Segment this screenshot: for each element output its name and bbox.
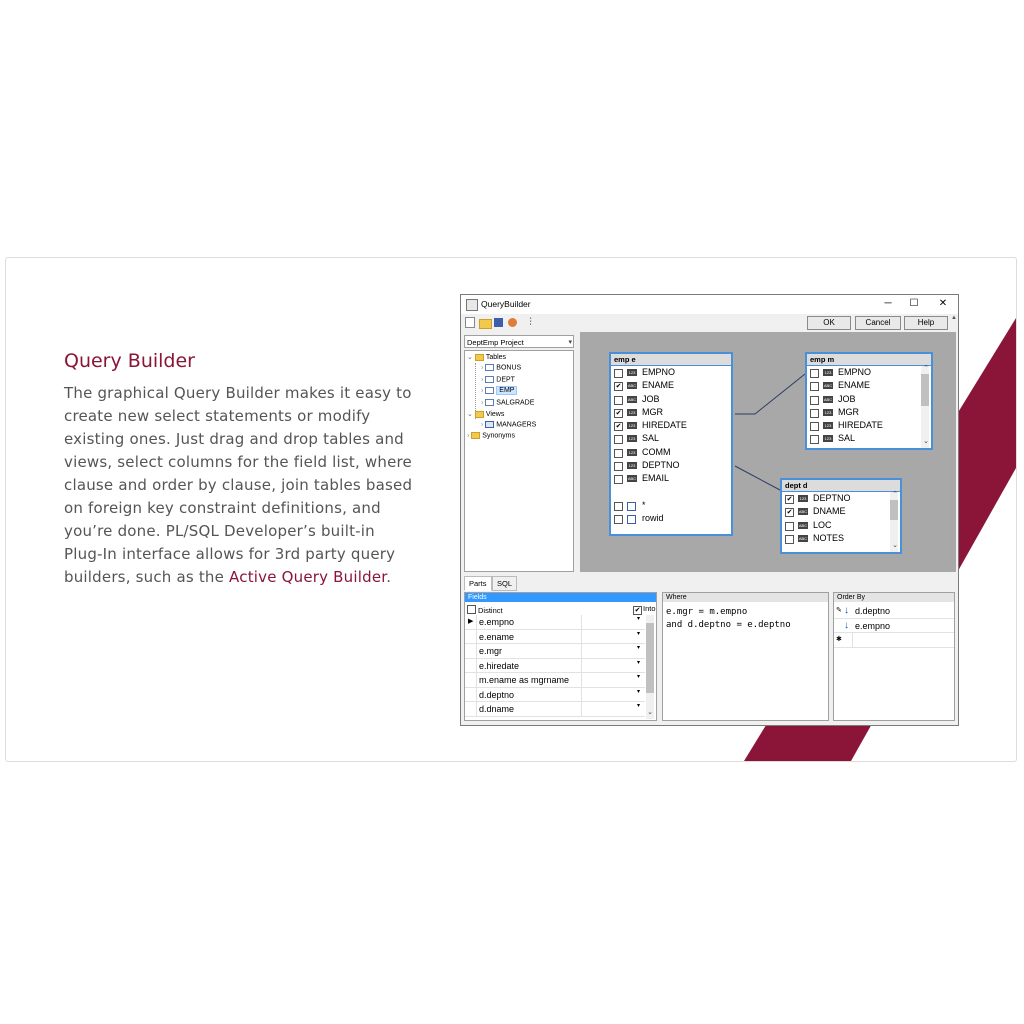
column-checkbox[interactable] xyxy=(614,502,623,511)
column-name: MGR xyxy=(838,406,859,417)
scroll-up-icon[interactable]: ⌃ xyxy=(892,491,898,498)
field-row[interactable] xyxy=(465,688,645,703)
type-icon: 123 xyxy=(799,496,807,501)
column-checkbox[interactable] xyxy=(810,369,819,378)
help-button[interactable]: Help xyxy=(904,316,948,330)
column-name: MGR xyxy=(642,406,663,417)
text-column xyxy=(64,350,414,589)
feature-card xyxy=(5,257,1017,762)
current-row-icon: ▶ xyxy=(468,618,474,625)
tree-item-emp-label: EMP xyxy=(496,386,517,395)
into-checkbox[interactable]: ✔ xyxy=(634,607,641,614)
new-icon[interactable] xyxy=(465,317,475,328)
join-line-deptno xyxy=(735,466,780,490)
column-name: EMAIL xyxy=(642,473,670,484)
column-name: ENAME xyxy=(838,380,871,391)
field-row[interactable] xyxy=(465,673,645,688)
type-icon: 123 xyxy=(824,409,832,415)
column-name: JOB xyxy=(642,393,660,404)
field-expression[interactable]: d.dname xyxy=(479,704,515,714)
column-name: DEPTNO xyxy=(813,493,851,503)
where-line[interactable]: and d.deptno = e.deptno xyxy=(666,620,791,630)
order-field[interactable]: e.empno xyxy=(855,620,891,631)
new-row-icon: ✱ xyxy=(836,636,842,643)
col-sep xyxy=(852,633,853,647)
pin-icon[interactable]: ▲ xyxy=(951,315,957,321)
column-row[interactable] xyxy=(782,532,900,545)
column-row[interactable] xyxy=(611,393,731,406)
column-row[interactable] xyxy=(611,446,731,459)
column-row[interactable] xyxy=(807,393,931,406)
type-icon: 123 xyxy=(628,436,636,442)
dropdown-icon[interactable]: ▾ xyxy=(637,674,641,680)
column-name: JOB xyxy=(838,393,856,404)
column-checkbox[interactable] xyxy=(614,449,623,458)
type-icon: 123 xyxy=(628,409,636,415)
page-title: Query Builder xyxy=(64,350,195,372)
dropdown-icon[interactable]: ▾ xyxy=(637,688,641,695)
column-checkbox[interactable] xyxy=(614,462,623,471)
type-icon: ABC xyxy=(627,396,637,402)
querybuilder-window xyxy=(460,294,959,726)
tree-item-tables[interactable] xyxy=(467,353,506,361)
order-by-panel xyxy=(833,592,955,721)
where-header: Where xyxy=(663,593,828,602)
minimize-button[interactable]: ─ xyxy=(884,298,892,309)
field-icon xyxy=(627,515,636,524)
table-icon xyxy=(485,376,494,383)
scroll-up-icon[interactable]: ⌃ xyxy=(923,365,929,372)
dropdown-icon[interactable]: ▾ xyxy=(637,703,641,709)
column-row[interactable] xyxy=(611,366,731,379)
scroll-down-icon[interactable]: ⌄ xyxy=(923,438,929,445)
project-select-value: DeptEmp Project xyxy=(467,338,524,347)
col-sep xyxy=(476,673,477,687)
spacer xyxy=(611,486,731,499)
collapse-icon: › xyxy=(481,364,486,372)
column-checkbox[interactable] xyxy=(614,369,623,378)
field-row[interactable] xyxy=(465,702,645,717)
column-checkbox[interactable]: ✔ xyxy=(786,496,793,503)
tree-item-dept[interactable] xyxy=(481,376,515,383)
active-query-builder-link[interactable]: Active Query Builder xyxy=(229,568,387,586)
folder-icon xyxy=(471,432,480,439)
type-icon: 123 xyxy=(628,449,636,455)
column-name: rowid xyxy=(642,512,664,523)
column-row[interactable] xyxy=(611,432,731,445)
edit-icon: ✎ xyxy=(836,607,842,614)
column-checkbox[interactable] xyxy=(810,409,819,418)
column-row[interactable] xyxy=(611,406,731,419)
table-icon xyxy=(485,387,494,394)
column-row[interactable] xyxy=(807,379,931,392)
sort-down-icon[interactable]: ↓ xyxy=(844,605,849,616)
color-icon[interactable] xyxy=(508,318,517,327)
column-row[interactable] xyxy=(611,419,731,432)
col-sep xyxy=(581,702,582,716)
column-row-all[interactable] xyxy=(611,499,731,512)
collapse-icon: › xyxy=(481,421,486,429)
tree-item-synonyms-label: Synonyms xyxy=(482,432,515,440)
where-line[interactable]: e.mgr = m.empno xyxy=(666,607,748,617)
type-icon: ABC xyxy=(798,522,808,528)
folder-icon xyxy=(475,411,484,418)
folder-icon xyxy=(475,354,484,361)
column-name: EMPNO xyxy=(838,367,872,377)
tree-item-dept-label: DEPT xyxy=(496,375,515,383)
field-expression[interactable]: d.deptno xyxy=(479,689,515,700)
column-name: NOTES xyxy=(813,532,845,543)
type-icon: ABC xyxy=(627,383,637,389)
type-icon: ABC xyxy=(823,396,833,402)
type-icon: ABC xyxy=(798,509,808,515)
tree-item-emp[interactable] xyxy=(481,387,517,394)
tree-item-bonus-label: BONUS xyxy=(496,364,522,372)
cancel-button[interactable]: Cancel xyxy=(855,316,901,330)
col-sep xyxy=(581,659,582,673)
window-title: QueryBuilder xyxy=(481,299,531,309)
distinct-option[interactable] xyxy=(467,604,503,615)
col-sep xyxy=(476,702,477,716)
description xyxy=(64,382,414,589)
col-sep xyxy=(476,659,477,673)
column-checkbox[interactable]: ✔ xyxy=(615,383,622,391)
table-box-title: emp e xyxy=(611,354,731,366)
tree-item-salgrade[interactable] xyxy=(481,399,534,406)
column-row[interactable] xyxy=(782,505,900,518)
column-checkbox[interactable]: ✔ xyxy=(615,423,622,431)
column-checkbox[interactable] xyxy=(810,422,819,431)
field-expression[interactable]: m.ename as mgrname xyxy=(479,675,570,685)
field-row[interactable] xyxy=(465,659,645,674)
col-sep xyxy=(581,688,582,702)
column-row[interactable] xyxy=(807,366,931,379)
order-by-header: Order By xyxy=(834,593,954,602)
tree-item-synonyms[interactable] xyxy=(467,432,515,439)
order-row[interactable] xyxy=(834,619,955,634)
col-sep xyxy=(581,615,582,629)
view-icon xyxy=(485,421,494,428)
type-icon: ABC xyxy=(798,535,808,541)
col-sep xyxy=(476,630,477,644)
column-row[interactable] xyxy=(611,459,731,472)
column-row[interactable] xyxy=(782,519,900,532)
column-checkbox[interactable] xyxy=(810,396,819,405)
column-checkbox[interactable]: ✔ xyxy=(615,409,622,417)
maximize-button[interactable]: ☐ xyxy=(909,298,919,309)
tree-item-views[interactable] xyxy=(467,410,504,418)
diagram-canvas[interactable] xyxy=(580,332,956,572)
tab-parts[interactable]: Parts xyxy=(464,576,492,591)
column-row[interactable] xyxy=(782,492,900,505)
field-row[interactable] xyxy=(465,615,645,630)
column-name: LOC xyxy=(813,519,832,530)
sort-down-icon[interactable]: ↓ xyxy=(844,619,849,631)
field-row[interactable] xyxy=(465,644,645,659)
column-checkbox[interactable] xyxy=(614,435,623,444)
column-checkbox[interactable]: ✔ xyxy=(786,509,793,517)
distinct-checkbox[interactable] xyxy=(467,605,476,614)
type-icon: ABC xyxy=(823,383,833,389)
save-icon[interactable] xyxy=(494,318,503,327)
column-row[interactable] xyxy=(807,406,931,419)
column-checkbox[interactable] xyxy=(614,515,623,524)
column-name: SAL xyxy=(642,433,660,444)
type-icon: 123 xyxy=(628,370,636,375)
dropdown-icon[interactable]: ▾ xyxy=(637,630,641,637)
tree-item-bonus[interactable] xyxy=(481,364,521,371)
column-checkbox[interactable] xyxy=(614,396,623,405)
collapse-icon: › xyxy=(481,398,486,406)
type-icon: 123 xyxy=(628,463,636,469)
window-titlebar xyxy=(461,295,958,314)
order-field[interactable]: d.deptno xyxy=(855,606,891,616)
table-box-emp-m[interactable] xyxy=(805,352,933,450)
tab-sql[interactable]: SQL xyxy=(492,576,517,591)
join-line-mgr xyxy=(735,374,805,414)
collapse-icon: › xyxy=(467,432,472,440)
close-button[interactable]: ✕ xyxy=(938,298,948,309)
expand-icon: ⌄ xyxy=(467,411,475,418)
tree-item-managers-label: MANAGERS xyxy=(496,421,537,429)
column-checkbox[interactable] xyxy=(614,475,623,484)
table-box-dept-d[interactable] xyxy=(780,478,902,554)
field-expression[interactable]: e.empno xyxy=(479,617,515,627)
tree-item-views-label: Views xyxy=(485,411,505,418)
scrollbar-thumb[interactable] xyxy=(921,374,929,406)
object-tree xyxy=(464,350,574,572)
dropdown-icon[interactable]: ▾ xyxy=(637,659,641,666)
column-name: COMM xyxy=(642,446,671,457)
type-icon: 123 xyxy=(824,423,832,429)
column-checkbox[interactable] xyxy=(810,435,819,444)
description-end: . xyxy=(386,568,392,586)
column-checkbox[interactable] xyxy=(785,535,794,544)
tree-item-salgrade-label: SALGRADE xyxy=(496,398,535,406)
chevron-down-icon: ▾ xyxy=(568,339,572,346)
col-sep xyxy=(581,644,582,658)
column-row-rowid[interactable] xyxy=(611,512,731,525)
tree-item-managers[interactable] xyxy=(481,421,536,428)
column-name: DEPTNO xyxy=(642,460,680,471)
type-icon: 123 xyxy=(824,436,832,442)
settings-sliders-icon[interactable]: ⫶ xyxy=(529,317,532,328)
table-box-emp-e[interactable] xyxy=(609,352,733,536)
column-row[interactable] xyxy=(611,472,731,485)
project-select[interactable] xyxy=(464,335,574,348)
col-sep xyxy=(476,688,477,702)
app-icon xyxy=(466,299,478,311)
field-expression[interactable]: e.hiredate xyxy=(479,660,520,671)
collapse-icon: › xyxy=(481,375,486,383)
type-icon: 123 xyxy=(824,370,832,375)
column-name: HIREDATE xyxy=(838,420,883,431)
scrollbar-thumb[interactable] xyxy=(646,623,654,693)
type-icon: ABC xyxy=(627,476,637,482)
column-row[interactable] xyxy=(807,432,931,445)
column-checkbox[interactable] xyxy=(810,382,819,391)
column-name: ENAME xyxy=(642,380,675,391)
col-sep xyxy=(581,673,582,687)
column-checkbox[interactable] xyxy=(785,522,794,531)
column-name: SAL xyxy=(838,433,856,444)
table-icon xyxy=(485,364,494,371)
column-name: DNAME xyxy=(813,506,846,517)
distinct-label: Distinct xyxy=(478,606,503,615)
column-row[interactable] xyxy=(807,419,931,432)
dropdown-icon[interactable]: ▾ xyxy=(637,645,641,651)
column-name: * xyxy=(642,499,646,510)
col-sep xyxy=(581,630,582,644)
table-icon xyxy=(485,399,494,406)
open-folder-icon[interactable] xyxy=(479,319,492,329)
column-row[interactable] xyxy=(611,379,731,392)
field-icon xyxy=(627,502,636,511)
scroll-down-icon[interactable]: ⌄ xyxy=(647,709,653,716)
description-text: The graphical Query Builder makes it easy to create new select statements or modify existing ones. Just drag and drop tables and views, select columns for the field list, where clause and order by clause, join tables based on foreign key constraint definitions, and you’re done. PL/SQL Developer’s built-in Plug-In interface allows for 3rd party query builders, such as the xyxy=(64,384,413,586)
fields-panel xyxy=(464,592,657,721)
column-name: EMPNO xyxy=(642,367,676,377)
field-expression[interactable]: e.mgr xyxy=(479,646,503,656)
scroll-down-icon[interactable]: ⌄ xyxy=(892,542,898,549)
table-box-title: dept d xyxy=(782,480,900,492)
fields-header: Fields xyxy=(465,593,656,602)
field-row[interactable] xyxy=(465,630,645,645)
where-panel[interactable] xyxy=(662,592,829,721)
field-expression[interactable]: e.ename xyxy=(479,631,515,642)
type-icon: 123 xyxy=(628,423,636,429)
col-sep xyxy=(476,644,477,658)
dropdown-icon[interactable]: ▾ xyxy=(637,616,641,622)
scrollbar-thumb[interactable] xyxy=(890,500,898,520)
order-row[interactable] xyxy=(834,604,955,619)
order-row-new[interactable] xyxy=(834,633,955,648)
table-box-title: emp m xyxy=(807,354,931,366)
collapse-icon: › xyxy=(481,387,486,395)
expand-icon: ⌄ xyxy=(467,354,475,361)
column-name: HIREDATE xyxy=(642,420,687,431)
into-label: Into xyxy=(643,604,656,613)
tree-item-tables-label: Tables xyxy=(485,354,507,361)
col-sep xyxy=(476,615,477,629)
ok-button[interactable]: OK xyxy=(807,316,851,330)
